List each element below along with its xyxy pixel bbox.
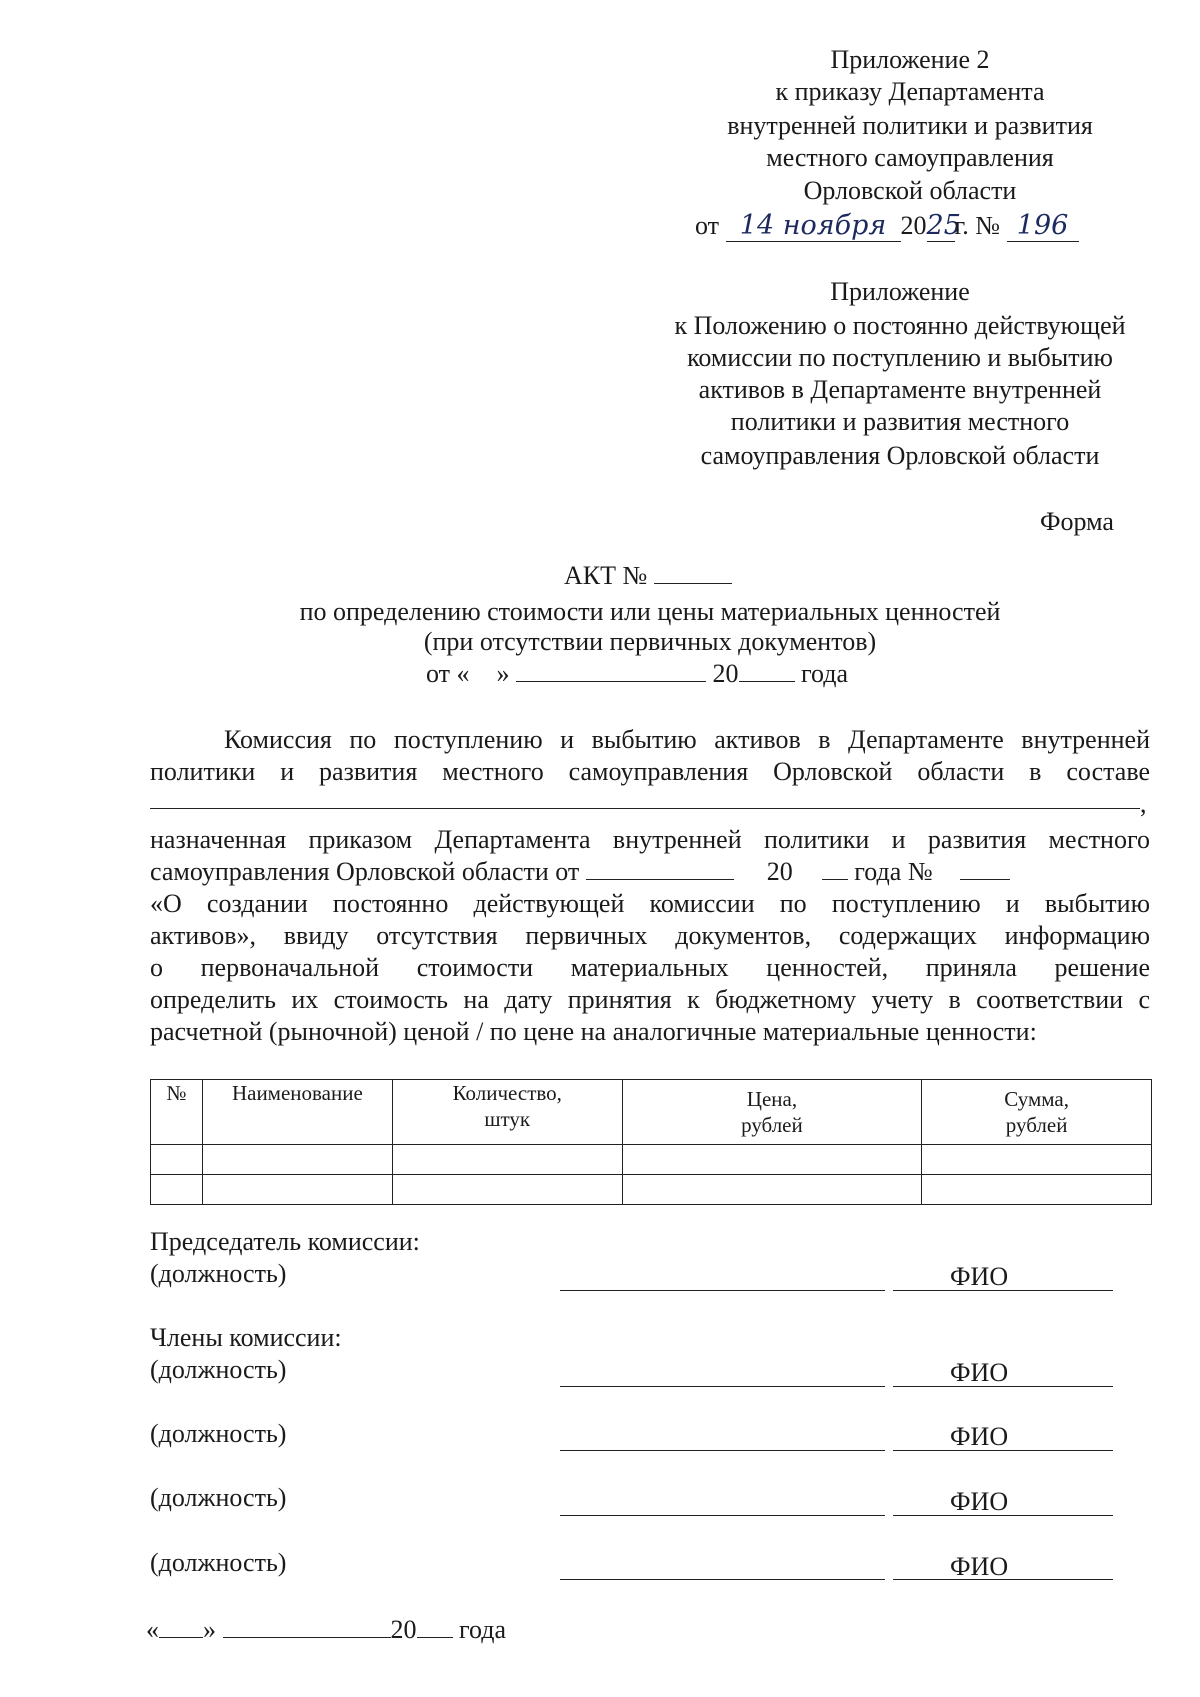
header1-line: к приказу Департамента (775, 77, 1045, 106)
order-year-blank (822, 857, 848, 880)
valuables-table (150, 1079, 1152, 1205)
table-cell[interactable] (202, 1175, 392, 1205)
year-blank (739, 659, 795, 682)
order-date-blank (586, 857, 734, 880)
handwritten-year: 25 (926, 210, 961, 241)
col-header-price: Цена, рублей (622, 1080, 922, 1145)
act-subtitle: по определению стоимости или цены материальных ценностей (299, 597, 1001, 626)
table-cell[interactable] (392, 1175, 622, 1205)
member-fio: ФИО (950, 1552, 1009, 1581)
chair-position: (должность) (150, 1259, 287, 1288)
order-number-blank (960, 857, 1010, 880)
member-position: (должность) (150, 1419, 287, 1448)
order-year-word: года № (854, 857, 933, 886)
members-blank (150, 808, 1140, 809)
header2-line: активов в Департаменте внутренней (698, 375, 1102, 404)
handwritten-number: 196 (1007, 211, 1079, 242)
body-line: определить их стоимость на дату принятия к бюджетному учету в соответствии с (150, 985, 1150, 1014)
header2-line: комиссии по поступлению и выбытию (687, 343, 1113, 372)
body-line: назначенная приказом Департамента внутренней политики и развития местного (150, 825, 1150, 854)
month-blank (516, 659, 706, 682)
year-word: года (801, 659, 849, 688)
act-number-line (564, 560, 732, 592)
table-cell[interactable] (922, 1175, 1152, 1205)
comma: , (1140, 789, 1147, 818)
year-suffix: г. № (954, 211, 1001, 240)
member-fio: ФИО (950, 1422, 1009, 1451)
form-label: Форма (1040, 507, 1114, 536)
footer-close-quote: » (203, 1615, 216, 1644)
member-position: (должность) (150, 1483, 287, 1512)
header1-line: Орловской области (803, 176, 1017, 205)
table-cell[interactable] (622, 1145, 922, 1175)
order-text: самоуправления Орловской области от (150, 857, 580, 886)
members-label: Члены комиссии: (150, 1323, 342, 1352)
header1-line: внутренней политики и развития (727, 111, 1093, 140)
member-signature-line[interactable] (560, 1386, 885, 1387)
body-line: расчетной (рыночной) ценой / по цене на аналогичные материальные ценности: (150, 1017, 1037, 1046)
header1-line: местного самоуправления (766, 143, 1054, 172)
header2-line: Приложение (830, 277, 970, 306)
footer-month-blank[interactable] (223, 1615, 391, 1638)
year-prefix: 20 (900, 211, 927, 240)
chair-fio: ФИО (950, 1262, 1009, 1291)
chair-signature-line[interactable] (560, 1290, 885, 1291)
footer-open-quote: « (146, 1615, 159, 1644)
chair-label: Председатель комиссии: (150, 1227, 420, 1256)
header2-line: политики и развития местного (730, 407, 1070, 436)
table-cell[interactable] (202, 1145, 392, 1175)
body-line: Комиссия по поступлению и выбытию активов в Департаменте внутренней (224, 725, 1150, 754)
order-date-line (695, 210, 1079, 242)
body-line: активов», ввиду отсутствия первичных документов, содержащих информацию (150, 921, 1150, 950)
table-cell[interactable] (622, 1175, 922, 1205)
member-signature-line[interactable] (560, 1450, 885, 1451)
footer-year-blank[interactable] (417, 1615, 453, 1638)
table-cell[interactable] (922, 1145, 1152, 1175)
act-number-blank (654, 561, 732, 584)
col-header-quantity: Количество, штук (392, 1080, 622, 1145)
footer-day-blank[interactable] (159, 1615, 203, 1638)
member-position: (должность) (150, 1355, 287, 1384)
member-position: (должность) (150, 1548, 287, 1577)
body-line: «О создании постоянно действующей комиссии по поступлению и выбытию (150, 889, 1150, 918)
table-row (151, 1145, 1152, 1175)
body-line-order (150, 856, 1150, 888)
date-close: » (496, 659, 510, 688)
footer-date-line (146, 1614, 506, 1646)
date-open: от « (426, 659, 470, 688)
body-line: о первоначальной стоимости материальных ценностей, приняла решение (150, 953, 1150, 982)
member-fio: ФИО (950, 1487, 1009, 1516)
handwritten-date: 14 ноября (726, 211, 901, 242)
col-header-sum: Сумма, рублей (922, 1080, 1152, 1145)
act-label: АКТ № (564, 561, 648, 590)
header2-line: самоуправления Орловской области (700, 441, 1100, 470)
member-signature-line[interactable] (560, 1515, 885, 1516)
year-prefix: 20 (712, 659, 739, 688)
table-header-row (151, 1080, 1152, 1145)
body-line: политики и развития местного самоуправления Орловской области в составе (150, 757, 1150, 786)
col-header-number: № (151, 1080, 203, 1145)
col-header-name: Наименование (202, 1080, 392, 1145)
date-prefix: от (695, 211, 720, 240)
table-row (151, 1175, 1152, 1205)
footer-year-word: года (459, 1615, 507, 1644)
order-year: 20 (766, 857, 793, 886)
table-cell[interactable] (151, 1145, 203, 1175)
act-date-line (426, 658, 848, 690)
act-subtitle-note: (при отсутствии первичных документов) (423, 627, 877, 656)
member-fio: ФИО (950, 1358, 1009, 1387)
member-signature-line[interactable] (560, 1579, 885, 1580)
header2-line: к Положению о постоянно действующей (674, 311, 1126, 340)
header1-line: Приложение 2 (830, 45, 990, 74)
table-cell[interactable] (151, 1175, 203, 1205)
footer-year: 20 (390, 1615, 417, 1644)
table-cell[interactable] (392, 1145, 622, 1175)
